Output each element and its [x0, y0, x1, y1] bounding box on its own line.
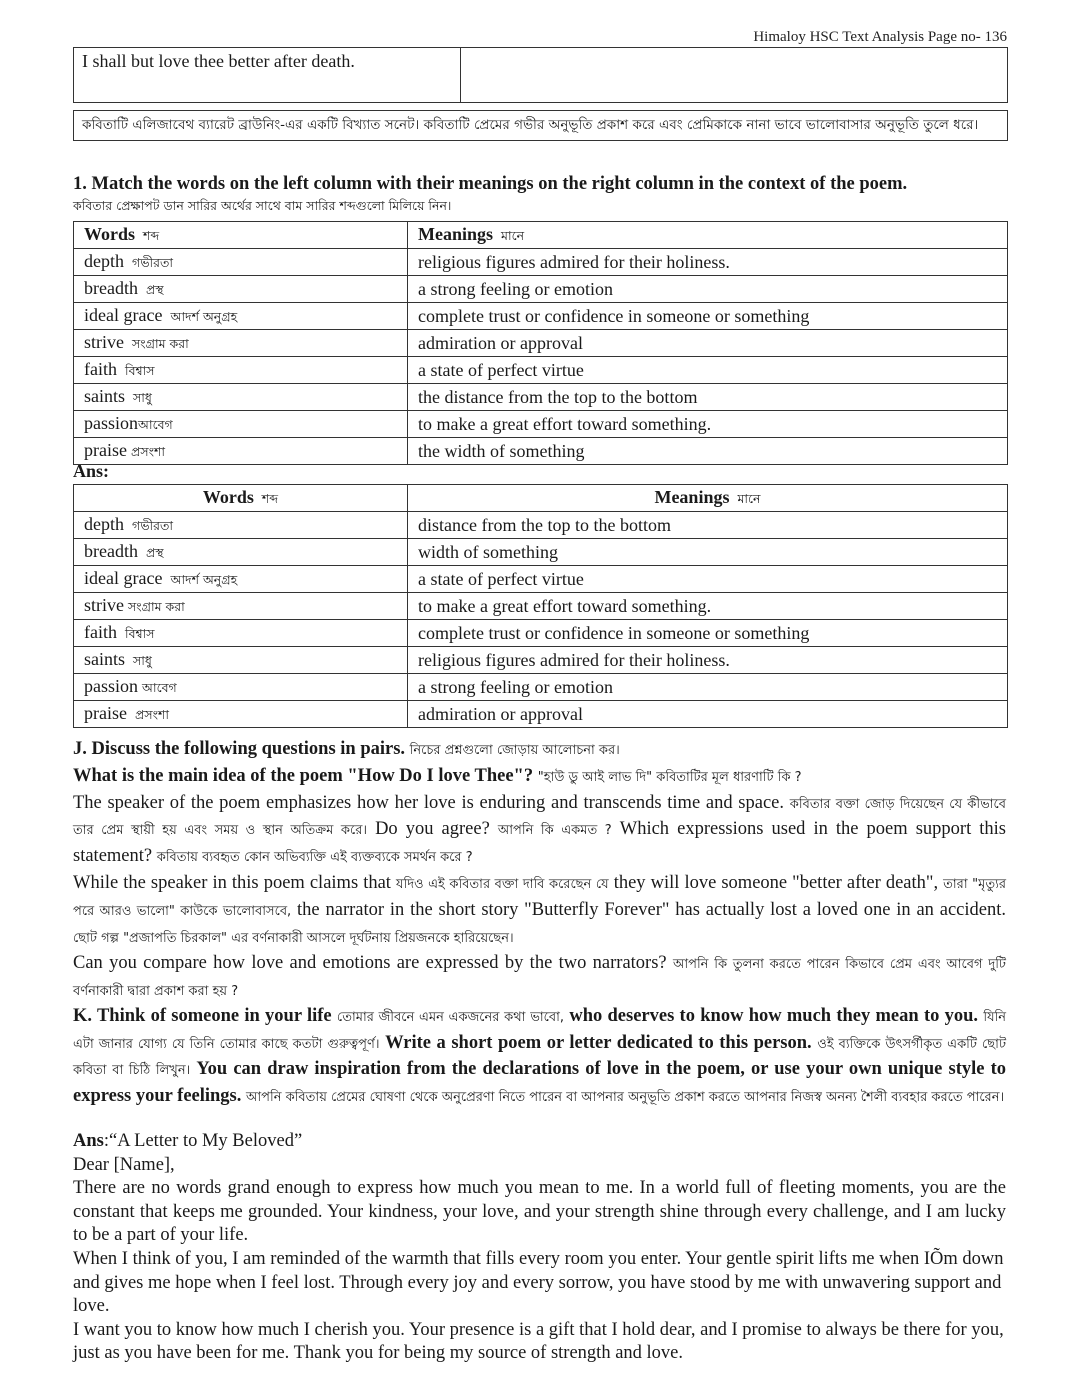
answer-label: Ans: [73, 461, 110, 481]
words-header: Words শব্দ [74, 222, 408, 249]
meaning-cell: a state of perfect virtue [408, 357, 1008, 384]
meaning-cell: a state of perfect virtue [408, 566, 1008, 593]
table-row [74, 438, 1008, 465]
table-row [74, 357, 1008, 384]
table-row [74, 249, 1008, 276]
meaning-cell: the width of something [408, 438, 1008, 465]
page-header: Himaloy HSC Text Analysis Page no- 136 [753, 29, 1007, 45]
word-cell: strive সংগ্রাম করা [74, 330, 408, 357]
meaning-cell: admiration or approval [408, 330, 1008, 357]
word-cell: praise প্রসংশা [74, 701, 408, 728]
table-row [74, 674, 1008, 701]
meanings-header: Meanings মানে [408, 222, 1008, 249]
table-row [74, 330, 1008, 357]
section-k-prompt: K. Think of someone in your life তোমার জীবনে এমন একজনের কথা ভাবো, who deserves to know how much they mean to you. যিনি এটা জানার যোগ্য যে তিনি তোমার কাছে কতটা গুরুত্বপূর্ণ। Write a short poem or letter dedicated to this person. ওই ব্যক্তিকে উৎসর্গীকৃত একটি ছোট কবিতা বা চিঠি লিখুন। You can draw inspiration from the declarations of love in the poem, or use your own unique style to express your feelings. আপনি কবিতায় প্রেমের ঘোষণা থেকে অনুপ্রেরণা নিতে পারেন বা আপনার অনুভূতি প্রকাশ করতে আপনার নিজস্ব অনন্য শৈলী ব্যবহার করতে পারেন। [73, 1006, 1007, 1106]
word-cell: breadth প্রস্থ [74, 539, 408, 566]
letter-salutation: Dear [Name], [73, 1154, 175, 1175]
letter-paragraph: When I think of you, I am reminded of the warmth that fills every room you enter. Your gentle spirit lifts me when IÕm down and gives me hope when I feel lost. Through every joy and every sorrow, you have stood by me with unwavering support and love. [73, 1248, 1004, 1317]
question-1-subtitle: কবিতার প্রেক্ষাপট ডান সারির অর্থের সাথে বাম সারির শব্দগুলো মিলিয়ে নিন। [73, 198, 452, 213]
meaning-cell: admiration or approval [408, 701, 1008, 728]
letter-paragraph: There are no words grand enough to express how much you mean to me. In a world full of fleeting moments, you are the constant that keeps me grounded. Your kindness, your love, and your strength shine through every challenge, and I am lucky to be a part of your life. [73, 1178, 1006, 1246]
meanings-header: Meanings মানে [408, 485, 1008, 512]
section-j-paragraph-1: The speaker of the poem emphasizes how her love is enduring and transcends time and space. কবিতার বক্তা জোড় দিয়েছেন যে কীভাবে তার প্রেম স্থায়ী হয় এবং সময় ও স্থান অতিক্রম করে। Do you agree? আপনি কি একমত ? Which expressions used in the poem support this statement? কবিতায় ব্যবহৃত কোন অভিব্যক্তি এই ব্যক্তব্যকে সমর্থন করে ? [73, 792, 1007, 867]
word-cell: faith বিশ্বাস [74, 620, 408, 647]
section-k [73, 1004, 1006, 1110]
match-table [73, 221, 1008, 465]
table-row [74, 647, 1008, 674]
poem-line-table [73, 47, 1008, 103]
table-row [74, 539, 1008, 566]
word-cell: passion আবেগ [74, 674, 408, 701]
empty-cell [461, 48, 1008, 103]
table-row [74, 620, 1008, 647]
table-row [74, 701, 1008, 728]
table-row [74, 384, 1008, 411]
table-row [74, 512, 1008, 539]
word-cell: saints সাধু [74, 384, 408, 411]
table-row [74, 411, 1008, 438]
meaning-cell: a strong feeling or emotion [408, 674, 1008, 701]
meaning-cell: the distance from the top to the bottom [408, 384, 1008, 411]
word-cell: depth গভীরতা [74, 512, 408, 539]
section-j-main-question: What is the main idea of the poem "How Do I love Thee"? "হাউ ডু আই লাভ দি" কবিতাটির মূল ধারণাটি কি ? [73, 765, 802, 786]
word-cell: saints সাধু [74, 647, 408, 674]
word-cell: faith বিশ্বাস [74, 357, 408, 384]
word-cell: ideal grace আদর্শ অনুগ্রহ [74, 303, 408, 330]
question-1-title: 1. Match the words on the left column with their meanings on the right column in the context of the poem. [73, 174, 908, 194]
answer-table [73, 484, 1008, 728]
meaning-cell: religious figures admired for their holiness. [408, 647, 1008, 674]
word-cell: breadth প্রস্থ [74, 276, 408, 303]
word-cell: praise প্রসংশা [74, 438, 408, 465]
table-row [74, 303, 1008, 330]
section-j-title: J. Discuss the following questions in pairs. নিচের প্রশ্নগুলো জোড়ায় আলোচনা কর। [73, 739, 620, 759]
meaning-cell: to make a great effort toward something. [408, 593, 1008, 620]
table-row [74, 276, 1008, 303]
table-row [74, 593, 1008, 620]
word-cell: passionআবেগ [74, 411, 408, 438]
section-j [73, 737, 1006, 1005]
answer-k-title: Ans:“A Letter to My Beloved” [73, 1131, 303, 1151]
section-j-paragraph-3: Can you compare how love and emotions are expressed by the two narrators? আপনি কি তুলনা করতে পারেন কিভাবে প্রেম এবং আবেগ দুটি বর্ণনাকারী দ্বারা প্রকাশ করা হয় ? [73, 953, 1006, 1000]
meaning-cell: to make a great effort toward something. [408, 411, 1008, 438]
words-header: Words শব্দ [74, 485, 408, 512]
section-j-paragraph-2: While the speaker in this poem claims that যদিও এই কবিতার বক্তা দাবি করেছেন যে they will love someone "better after death", তারা "মৃত্যুর পরে আরও ভালো" কাউকে ভালোবাসবে, the narrator in the short story "Butterfly Forever" has actually lost a loved one in an accident. ছোট গল্প "প্রজাপতি চিরকাল" এর বর্ণনাকারী আসলে দূর্ঘটনায় প্রিয়জনকে হারিয়েছেন। [73, 872, 1007, 946]
meaning-cell: religious figures admired for their holiness. [408, 249, 1008, 276]
meaning-cell: complete trust or confidence in someone or something [408, 620, 1008, 647]
poem-line-cell: I shall but love thee better after death. [74, 48, 461, 103]
word-cell: depth গভীরতা [74, 249, 408, 276]
word-cell: ideal grace আদর্শ অনুগ্রহ [74, 566, 408, 593]
answer-k [73, 1130, 1006, 1366]
table-row [74, 566, 1008, 593]
meaning-cell: a strong feeling or emotion [408, 276, 1008, 303]
intro-box: কবিতাটি এলিজাবেথ ব্যারেট ব্রাউনিং-এর একটি বিখ্যাত সনেট। কবিতাটি প্রেমের গভীর অনুভূতি প্রকাশ করে এবং প্রেমিকাকে নানা ভাবে ভালোবাসার অনুভূতি তুলে ধরে। [73, 110, 1008, 141]
word-cell: strive সংগ্রাম করা [74, 593, 408, 620]
table-header-row [74, 485, 1008, 512]
meaning-cell: distance from the top to the bottom [408, 512, 1008, 539]
letter-paragraph: I want you to know how much I cherish you. Your presence is a gift that I hold dear, and I promise to always be there for you, just as you have been for me. Thank you for being my source of strength and love. [73, 1319, 1004, 1364]
meaning-cell: complete trust or confidence in someone or something [408, 303, 1008, 330]
table-header-row [74, 222, 1008, 249]
meaning-cell: width of something [408, 539, 1008, 566]
